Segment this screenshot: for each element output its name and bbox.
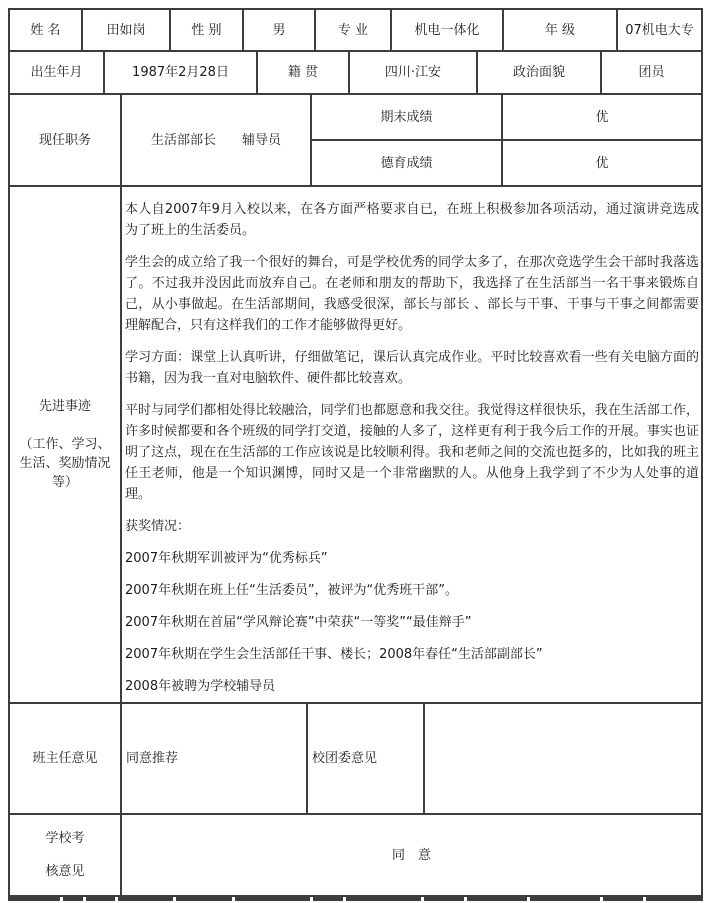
row-school-assessment — [10, 815, 703, 897]
school-opinion-label-line2: 核意见 — [45, 864, 85, 879]
position-label: 现任职务 — [10, 95, 122, 187]
political-label: 政治面貌 — [478, 52, 602, 95]
moral-grade-label: 德育成绩 — [312, 141, 503, 187]
deeds-paragraph: 平时与同学们都相处得比较融洽，同学们也都愿意和我交往。我觉得这样很快乐，我在生活部工作，许多时候都要和各个班级的同学打交道，接触的人多了，这样更有利于我今后工作的开展。事实也证明了这点，现在在生活部的工作应该说是比较顺利得。我和老师之间的交流也挺多的，比如我的班主任王老师，他是一个知识渊博，同时又是一个非常幽默的人。从他身上我学到了不少为人处事的道理。 — [125, 403, 699, 502]
deeds-paragraph: 2007年秋期在学生会生活部任干事、楼长；2008年春任“生活部副部长” — [125, 647, 543, 662]
deeds-label-title: 先进事迹 — [38, 399, 91, 414]
birth-value: 1987年2月28日 — [105, 52, 258, 95]
grade-value: 07机电大专 — [618, 10, 703, 52]
school-opinion-label-line1: 学校考 — [45, 831, 85, 846]
row-basic-info-1 — [10, 10, 703, 52]
gender-value: 男 — [244, 10, 316, 52]
major-value: 机电一体化 — [392, 10, 504, 52]
native-value: 四川·江安 — [350, 52, 478, 95]
row-deeds — [10, 187, 703, 704]
league-opinion-value — [425, 704, 703, 815]
deeds-text — [122, 187, 703, 704]
student-evaluation-form — [8, 8, 703, 897]
deeds-label — [10, 187, 122, 704]
deeds-paragraph: 2008年被聘为学校辅导员 — [125, 679, 276, 694]
league-opinion-label: 校团委意见 — [308, 704, 425, 815]
major-label: 专 业 — [316, 10, 392, 52]
teacher-opinion-label: 班主任意见 — [10, 704, 122, 815]
final-grade-label: 期末成绩 — [312, 95, 503, 141]
school-opinion-value: 同 意 — [122, 815, 703, 897]
name-value: 田如岗 — [83, 10, 171, 52]
native-label: 籍 贯 — [258, 52, 350, 95]
teacher-opinion-value: 同意推荐 — [122, 704, 308, 815]
deeds-paragraph: 学习方面：课堂上认真听讲，仔细做笔记，课后认真完成作业。平时比较喜欢看一些有关电脑方面的书籍，因为我一直对电脑软件、硬件都比较喜欢。 — [125, 350, 699, 386]
deeds-paragraph: 学生会的成立给了我一个很好的舞台，可是学校优秀的同学太多了，在那次竞选学生会干部时我落选了。不过我并没因此而放弃自己。在老师和朋友的帮助下，我选择了在生活部当一名干事来锻炼自己，从小事做起。在生活部期间，我感受很深，部长与部长 、部长与干事、干事与干事之间都需要理解配合，只有这样我们的工作才能够做得更好。 — [125, 255, 699, 333]
grades-block — [312, 95, 703, 187]
deeds-paragraph: 2007年秋期军训被评为“优秀标兵” — [125, 551, 328, 566]
deeds-label-subtitle: （工作、学习、生活、奖励情况等） — [19, 437, 111, 490]
next-table-edge — [8, 897, 703, 901]
gender-label: 性 别 — [171, 10, 244, 52]
deeds-paragraph: 2007年秋期在首届“学风辩论赛”中荣获“一等奖”“最佳辩手” — [125, 615, 472, 630]
row-position-grades — [10, 95, 703, 187]
school-opinion-label — [10, 815, 122, 897]
grade-label: 年 级 — [504, 10, 618, 52]
birth-label: 出生年月 — [10, 52, 105, 95]
row-basic-info-2 — [10, 52, 703, 95]
moral-grade-value: 优 — [503, 141, 703, 187]
name-label: 姓 名 — [10, 10, 83, 52]
deeds-paragraph: 本人自2007年9月入校以来，在各方面严格要求自已，在班上积极参加各项活动，通过演讲竞选成为了班上的生活委员。 — [125, 202, 699, 238]
deeds-paragraph: 获奖情况： — [125, 519, 191, 534]
final-grade-value: 优 — [503, 95, 703, 141]
row-opinions — [10, 704, 703, 815]
position-value: 生活部部长 辅导员 — [122, 95, 312, 187]
deeds-paragraph: 2007年秋期在班上任“生活委员”，被评为“优秀班干部”。 — [125, 583, 459, 598]
political-value: 团员 — [602, 52, 703, 95]
